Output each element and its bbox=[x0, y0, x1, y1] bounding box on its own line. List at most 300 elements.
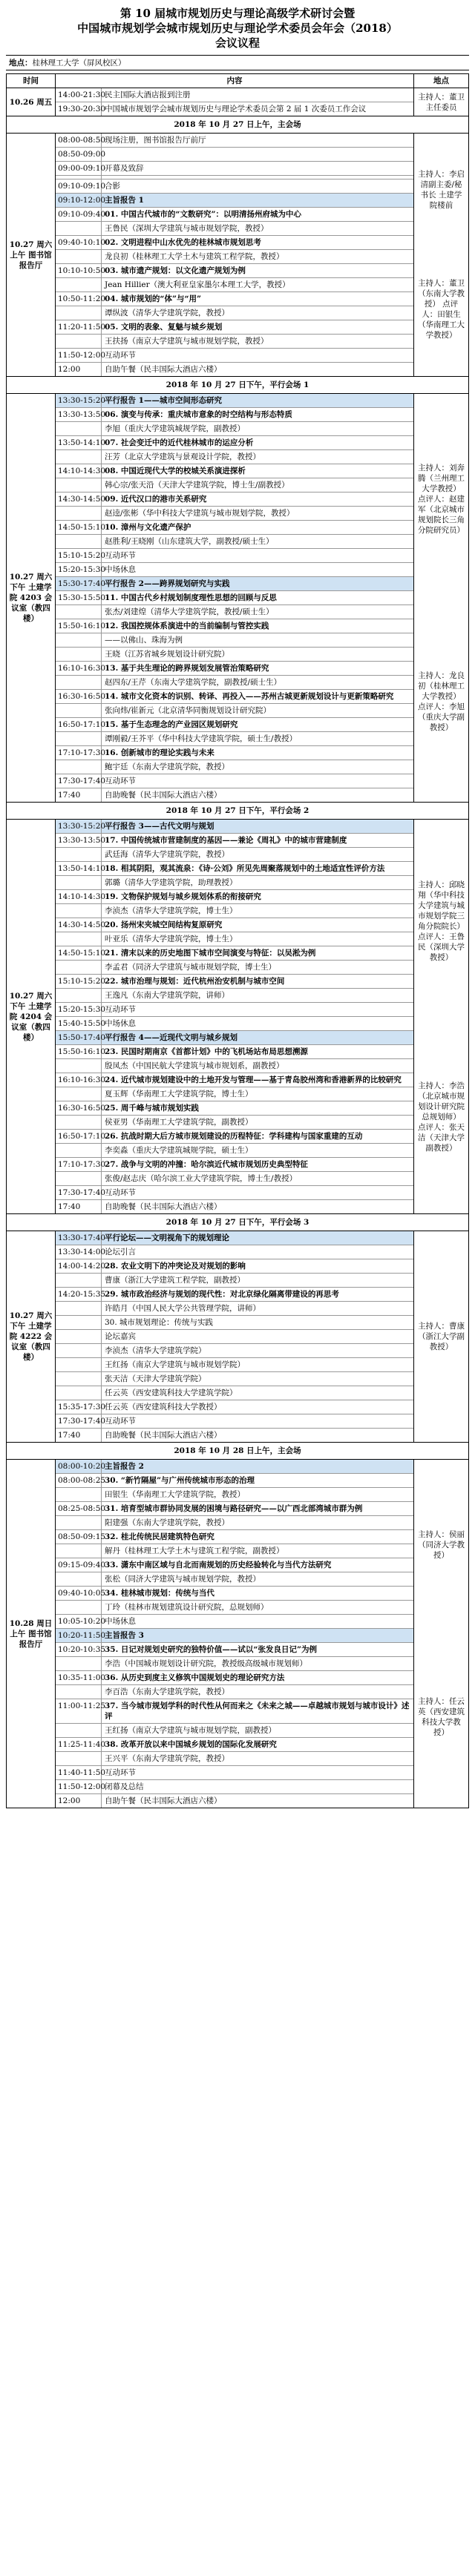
agenda-item bbox=[56, 1530, 413, 1544]
item-time: 12:00 bbox=[56, 1794, 102, 1808]
section-heading bbox=[56, 1031, 413, 1045]
item-text: 04. 城市规划的“体”与“用” bbox=[105, 294, 202, 303]
item-text: 08. 中国近现代大学的校城关系演进探析 bbox=[105, 467, 246, 475]
agenda-item bbox=[56, 918, 413, 932]
item-time bbox=[56, 633, 102, 647]
item-time bbox=[56, 450, 102, 464]
session-bar: 2018 年 10 月 28 日上午，主会场 bbox=[7, 1442, 468, 1459]
item-text: 主旨报告 2 bbox=[105, 1462, 144, 1471]
item-text: 王逸凡（东南大学建筑学院，讲师） bbox=[105, 991, 229, 1000]
agenda-item bbox=[56, 619, 413, 633]
item-time: 13:30-14:00 bbox=[56, 1245, 102, 1259]
item-time bbox=[56, 932, 102, 946]
agenda-item bbox=[56, 1116, 413, 1130]
item-time: 11:25-11:40 bbox=[56, 1738, 102, 1751]
item-time bbox=[56, 306, 102, 320]
agenda-item bbox=[56, 563, 413, 577]
item-time: 14:10-14:30 bbox=[56, 890, 102, 903]
item-text: 17. 中国传统城市营建制度的基因——兼论《周礼》中的城市营建制度 bbox=[105, 836, 347, 845]
item-text: 19. 文物保护规划与城乡规划体系的衔接研究 bbox=[105, 892, 261, 901]
agenda-item bbox=[56, 1259, 413, 1274]
item-text: 15. 基于生态理念的产业园区规划研究 bbox=[105, 720, 238, 729]
agenda-item bbox=[56, 732, 413, 746]
agenda-item bbox=[56, 1752, 413, 1766]
item-time: 14:00-14:20 bbox=[56, 1259, 102, 1273]
item-text: 05. 文明的表象、复魅与城乡规划 bbox=[105, 323, 223, 332]
agenda-item bbox=[56, 278, 413, 292]
item-text: 13. 基于共生理论的跨界规划发展管治策略研究 bbox=[105, 664, 269, 673]
item-text: 武廷海（清华大学建筑学院，教授） bbox=[105, 850, 229, 859]
item-time: 15:50-16:10 bbox=[56, 619, 102, 633]
header-content: 内容 bbox=[226, 76, 243, 85]
session-bar: 2018 年 10 月 27 日下午，平行会场 2 bbox=[7, 802, 468, 819]
agenda-item bbox=[56, 704, 413, 718]
item-text: 24. 近代城市规划建设中的土地开发与管理——基于青岛胶州湾和香港新界的比较研究 bbox=[105, 1075, 402, 1084]
item-time bbox=[56, 1372, 102, 1386]
agenda-item bbox=[56, 335, 413, 349]
item-time: 09:40-10:05 bbox=[56, 1587, 102, 1600]
session-row bbox=[7, 1231, 468, 1442]
item-time: 15:20-15:30 bbox=[56, 563, 102, 576]
item-time: 08:00-08:50 bbox=[56, 134, 102, 147]
item-time: 17:30-17:40 bbox=[56, 774, 102, 788]
table-header bbox=[7, 74, 468, 88]
agenda-item bbox=[56, 1245, 413, 1259]
session-row bbox=[7, 819, 468, 1213]
item-text: 平行报告 1——城市空间形态研究 bbox=[105, 396, 222, 405]
session-items bbox=[56, 394, 413, 802]
item-text: 互动环节 bbox=[105, 351, 136, 360]
day1-items bbox=[56, 88, 413, 116]
item-time bbox=[56, 278, 102, 291]
agenda-item bbox=[56, 1186, 413, 1200]
item-text: 侯亚男（华南理工大学建筑学院，副教授） bbox=[105, 1118, 253, 1127]
item-time: 10:50-11:20 bbox=[56, 292, 102, 306]
item-text: 36. 从历史到度主义修筑中国规划史的理论研究方法 bbox=[105, 1673, 285, 1682]
agenda-item bbox=[56, 648, 413, 662]
item-text: 35. 日记对规划史研究的独特价值——试以“张发良日记”为例 bbox=[105, 1645, 318, 1654]
agenda-item bbox=[56, 464, 413, 478]
day1-item bbox=[56, 102, 413, 116]
item-time: 11:50-12:00 bbox=[56, 349, 102, 362]
item-time bbox=[56, 1144, 102, 1157]
agenda-item bbox=[56, 236, 413, 250]
item-text: 解丹（桂林理工大学土木与建筑工程学院，副教授） bbox=[105, 1546, 284, 1555]
item-text: 赵逵/张彬（华中科技大学建筑与城市规划学院，教授） bbox=[105, 509, 295, 518]
agenda-item bbox=[56, 746, 413, 760]
item-time: 16:30-16:50 bbox=[56, 1101, 102, 1115]
item-text: 互动环节 bbox=[105, 777, 136, 785]
agenda-item bbox=[56, 1158, 413, 1172]
section-heading bbox=[56, 820, 413, 834]
item-text: 鲍宇廷（东南大学建筑学院，教授） bbox=[105, 762, 229, 771]
item-time: 17:40 bbox=[56, 1200, 102, 1213]
agenda-item bbox=[56, 1671, 413, 1685]
agenda-item bbox=[56, 1386, 413, 1400]
item-time bbox=[56, 535, 102, 548]
title-line-3: 会议议程 bbox=[214, 36, 260, 50]
agenda-item bbox=[56, 493, 413, 507]
item-time bbox=[56, 422, 102, 435]
agenda-item bbox=[56, 363, 413, 376]
agenda-item bbox=[56, 1274, 413, 1288]
day1-item bbox=[56, 88, 413, 102]
item-time: 11:20-11:50 bbox=[56, 320, 102, 334]
item-time: 12:00 bbox=[56, 363, 102, 376]
item-text: 丁玲（桂林市规划建筑设计研究院，总规划师） bbox=[105, 1603, 269, 1612]
agenda-item bbox=[56, 422, 413, 436]
item-text: 王鲁民（深圳大学建筑与城市规划学院，教授） bbox=[105, 224, 269, 233]
session-hosts bbox=[413, 1460, 468, 1808]
agenda-title bbox=[0, 0, 475, 50]
session-bar: 2018 年 10 月 27 日下午，平行会场 1 bbox=[7, 376, 468, 393]
item-time: 13:50-14:10 bbox=[56, 436, 102, 449]
item-time bbox=[56, 478, 102, 492]
item-text: 李浈杰（清华大学建筑学院） bbox=[105, 1346, 206, 1355]
item-time: 08:00-10:20 bbox=[56, 1460, 102, 1473]
item-time: 17:40 bbox=[56, 1429, 102, 1442]
item-time: 11:40-11:50 bbox=[56, 1766, 102, 1779]
session-date-place: 10.27 周六下午 土建学院 4203 会议室（教四楼） bbox=[7, 394, 56, 802]
item-time bbox=[56, 1724, 102, 1737]
block-host: 主持人：曹康（浙江大学副教授） bbox=[418, 1322, 465, 1351]
agenda-item bbox=[56, 1544, 413, 1558]
block-host: 主持人：邱晓翔（华中科技大学建筑与城市规划学院三角分院院长） 点评人：王鲁民（深圳大学教授） bbox=[418, 880, 465, 963]
item-time: 10:10-10:50 bbox=[56, 264, 102, 277]
block-host: 主持人：李浩（北京城市规划设计研究院总规划师） 点评人：张天洁（天津大学副教授） bbox=[418, 1081, 465, 1153]
agenda-item bbox=[56, 1101, 413, 1116]
item-text: 李浩（中国城市规划设计研究院，教授级高级城市规划师） bbox=[105, 1659, 307, 1668]
item-time: 15:40-15:50 bbox=[56, 1017, 102, 1030]
item-time: 08:00-08:25 bbox=[56, 1474, 102, 1487]
item-time: 09:10-09:40 bbox=[56, 208, 102, 221]
item-time bbox=[56, 1657, 102, 1670]
item-time bbox=[56, 1544, 102, 1558]
item-text: 平行论坛——文明视角下的规划理论 bbox=[105, 1233, 229, 1242]
item-time: 16:50-17:10 bbox=[56, 718, 102, 731]
item-time: 10:20-10:35 bbox=[56, 1643, 102, 1656]
item-time: 10:20-11:50 bbox=[56, 1629, 102, 1642]
item-text: 16. 创新城市的理论实践与未来 bbox=[105, 748, 214, 757]
item-time: 13:30-15:20 bbox=[56, 820, 102, 833]
item-text: 龙良初（桂林理工大学土木与建筑工程学院，教授） bbox=[105, 252, 284, 261]
agenda-item bbox=[56, 1302, 413, 1316]
agenda-item bbox=[56, 521, 413, 535]
item-text: 韩心宗/张天沿（天津大学建筑学院，博士生/副教授） bbox=[105, 481, 289, 490]
item-text bbox=[102, 176, 413, 179]
agenda-item bbox=[56, 834, 413, 848]
session-bar: 2018 年 10 月 27 日下午，平行会场 3 bbox=[7, 1213, 468, 1231]
item-time bbox=[56, 1330, 102, 1343]
item-text: 郭璐（清华大学建筑学院，助理教授） bbox=[105, 878, 238, 887]
agenda-item bbox=[56, 320, 413, 335]
agenda-item bbox=[56, 1794, 413, 1808]
agenda-item bbox=[56, 306, 413, 320]
item-time bbox=[56, 676, 102, 689]
agenda-item bbox=[56, 718, 413, 732]
agenda-item bbox=[56, 1724, 413, 1738]
agenda-item bbox=[56, 1587, 413, 1601]
item-text: 自助午餐（民丰国际大酒店六楼） bbox=[105, 1796, 222, 1805]
agenda-item bbox=[56, 848, 413, 862]
item-text: 王晓（江苏省城乡规划设计研究院） bbox=[105, 650, 229, 659]
section-heading bbox=[56, 394, 413, 408]
item-time: 09:10-12:00 bbox=[56, 194, 102, 207]
item-time bbox=[56, 961, 102, 974]
item-time bbox=[56, 1358, 102, 1371]
item-text: 09. 近代汉口的港市关系研究 bbox=[105, 495, 207, 504]
agenda-item bbox=[56, 890, 413, 904]
agenda-item bbox=[56, 1172, 413, 1186]
item-time bbox=[56, 732, 102, 745]
item-text: 谭纵波（清华大学建筑学院，教授） bbox=[105, 309, 229, 317]
agenda-item bbox=[56, 662, 413, 676]
section-heading bbox=[56, 1460, 413, 1474]
agenda-item bbox=[56, 788, 413, 802]
item-text: 张俊/赵志庆（哈尔滨工业大学建筑学院，博士生/教授） bbox=[105, 1174, 298, 1183]
item-text: 张天洁（天津大学建筑学院） bbox=[105, 1374, 206, 1383]
item-time bbox=[56, 1601, 102, 1614]
item-time bbox=[56, 507, 102, 520]
agenda-item bbox=[56, 1516, 413, 1530]
item-time: 15:30-15:50 bbox=[56, 591, 102, 605]
item-text: 28. 农业文明下的冲突论及对规划的影响 bbox=[105, 1262, 246, 1271]
agenda-item bbox=[56, 932, 413, 946]
item-text: 中国城市规划学会城市规划历史与理论学术委员会第 2 届 1 次委员工作会议 bbox=[105, 105, 367, 113]
item-time: 09:00-09:10 bbox=[56, 162, 102, 175]
agenda-item bbox=[56, 1738, 413, 1752]
session-row bbox=[7, 133, 468, 376]
section-heading bbox=[56, 577, 413, 591]
item-time: 13:30-15:20 bbox=[56, 394, 102, 407]
item-time bbox=[56, 1116, 102, 1129]
block-host: 主持人：龙良初（桂林理工大学教授） 点评人：李旭（重庆大学副教授） bbox=[418, 671, 465, 732]
title-line-1: 第 10 届城市规划历史与理论高级学术研讨会暨 bbox=[119, 7, 356, 20]
agenda-item bbox=[56, 975, 413, 989]
item-text: 李旭（重庆大学建筑城规学院，副教授） bbox=[105, 424, 245, 433]
agenda-item bbox=[56, 591, 413, 605]
sessions bbox=[7, 116, 468, 1808]
item-text: 中场休息 bbox=[105, 1617, 136, 1626]
item-time bbox=[56, 176, 102, 179]
agenda-item bbox=[56, 1200, 413, 1213]
item-text: 赵四东/王芹（东南大学建筑学院，副教授/硕士生） bbox=[105, 678, 282, 687]
item-text: 平行报告 4——近现代文明与城乡规划 bbox=[105, 1033, 238, 1042]
item-text: 赵胜利/王晓刚（山东建筑大学，副教授/硕士生） bbox=[105, 537, 274, 546]
item-text: 03. 城市遗产规划：以文化遗产规划为例 bbox=[105, 266, 246, 275]
session-items bbox=[56, 1231, 413, 1442]
item-time: 13:30-13:50 bbox=[56, 408, 102, 421]
block-host: 主持人：李启清副主委/秘书长 土建学院楼前 bbox=[418, 169, 465, 210]
item-text: 26. 抗战时期大后方城市规划建设的历程特征：学科建构与国家重建的互动 bbox=[105, 1132, 363, 1141]
title-line-2: 中国城市规划学会城市规划历史与理论学术委员会年会（2018） bbox=[77, 22, 398, 35]
item-text: 主旨报告 3 bbox=[105, 1631, 144, 1640]
item-time bbox=[56, 1316, 102, 1329]
agenda-item bbox=[56, 179, 413, 194]
item-text: 曹康（浙江大学建筑工程学院，副教授） bbox=[105, 1276, 245, 1285]
item-text: 任云英（西安建筑科技大学教授） bbox=[105, 1403, 222, 1411]
item-time bbox=[56, 1488, 102, 1501]
item-time bbox=[56, 848, 102, 861]
agenda-item bbox=[56, 1558, 413, 1572]
agenda-item bbox=[56, 408, 413, 422]
agenda-item bbox=[56, 1372, 413, 1386]
agenda-item bbox=[56, 148, 413, 162]
item-text: 田银生（华南理工大学建筑学院，教授） bbox=[105, 1490, 245, 1499]
agenda-item bbox=[56, 961, 413, 975]
venue-label: 地点： bbox=[9, 59, 33, 67]
session-row bbox=[7, 1459, 468, 1808]
item-time: 13:30-17:40 bbox=[56, 1231, 102, 1245]
session-hosts bbox=[413, 394, 468, 802]
item-text: 夏玉辉（华南理工大学建筑学院，博士生） bbox=[105, 1090, 253, 1098]
agenda-item bbox=[56, 1699, 413, 1724]
agenda-item bbox=[56, 1685, 413, 1699]
item-time bbox=[56, 876, 102, 889]
block-host: 主持人：侯丽（同济大学教授） bbox=[418, 1529, 465, 1560]
section-heading bbox=[56, 1629, 413, 1643]
item-time: 15:30-17:40 bbox=[56, 577, 102, 590]
agenda-item bbox=[56, 1502, 413, 1516]
item-time: 15:10-15:20 bbox=[56, 975, 102, 988]
item-text: 王红扬（南京大学建筑与城市规划学院，副教授） bbox=[105, 1726, 276, 1735]
item-time: 09:15-09:40 bbox=[56, 1558, 102, 1572]
item-text: 34. 桂林城市规划：传统与当代 bbox=[105, 1589, 214, 1598]
item-text: 互动环节 bbox=[105, 1417, 136, 1426]
agenda-item bbox=[56, 1414, 413, 1429]
item-text: 李百浩（东南大学建筑学院，教授） bbox=[105, 1687, 229, 1696]
agenda-item bbox=[56, 1474, 413, 1488]
item-text: 中场休息 bbox=[105, 565, 136, 574]
header-time: 时间 bbox=[7, 74, 56, 88]
item-time bbox=[56, 1386, 102, 1400]
item-text: 11. 中国古代乡村规划制度理性思想的回顾与反思 bbox=[105, 593, 277, 602]
item-time: 17:30-17:40 bbox=[56, 1186, 102, 1199]
agenda-item bbox=[56, 862, 413, 876]
agenda-item bbox=[56, 1059, 413, 1073]
item-text: 王扶扬（南京大学建筑与城市规划学院，教授） bbox=[105, 337, 269, 346]
item-text: 20. 扬州宋夹城空间结构复原研究 bbox=[105, 920, 223, 929]
session-hosts bbox=[413, 820, 468, 1213]
session-date-place: 10.27 周六上午 图书馆报告厅 bbox=[7, 134, 56, 376]
item-text: 21. 清末以来的历史地图下城市空间演变与特征：以吴淞为例 bbox=[105, 949, 316, 958]
item-text: 叶亚乐（清华大学建筑学院，博士生） bbox=[105, 935, 238, 943]
item-text: 29. 城市政治经济与规划的现代性：对北京绿化隔离带建设的再思考 bbox=[105, 1290, 339, 1299]
item-text: 33. 潇东中南区域与自北而南规划的历史经验转化与当代方法研究 bbox=[105, 1561, 332, 1569]
item-text: 汪芳（北京大学建筑与景观设计学院，教授） bbox=[105, 452, 261, 461]
item-text: 王红扬（南京大学建筑与城市规划学院） bbox=[105, 1360, 245, 1369]
item-time: 14:30-14:50 bbox=[56, 493, 102, 506]
agenda-item bbox=[56, 292, 413, 306]
item-text: 31. 培育型城市群协同发展的困境与路径研究——以广西北部湾城市群为例 bbox=[105, 1504, 363, 1513]
item-text: 任云英（西安建筑科技大学建筑学院） bbox=[105, 1389, 238, 1397]
agenda-item bbox=[56, 1144, 413, 1158]
item-time: 15:10-15:20 bbox=[56, 549, 102, 562]
item-text: 李孟君（同济大学建筑与城市规划学院，博士生） bbox=[105, 963, 276, 972]
venue-line bbox=[6, 55, 469, 70]
item-text: 02. 文明进程中山水优先的桂林城市规划思考 bbox=[105, 238, 261, 247]
item-text: 李奕淼（重庆大学建筑城规学院，硕士生） bbox=[105, 1146, 253, 1155]
item-time bbox=[56, 1516, 102, 1529]
agenda-item bbox=[56, 760, 413, 774]
agenda-item bbox=[56, 208, 413, 222]
agenda-item bbox=[56, 1087, 413, 1101]
agenda-item bbox=[56, 535, 413, 549]
item-text: 李浈杰（清华大学建筑学院，博士生） bbox=[105, 906, 238, 915]
agenda-item bbox=[56, 1488, 413, 1502]
item-text: 18. 相其阴阳，观其流泉：《诗·公刘》所见先周聚落规划中的土地适宜性评价方法 bbox=[105, 864, 385, 873]
day1-place bbox=[413, 88, 468, 116]
item-time bbox=[56, 1572, 102, 1586]
item-text: 许皓月（中国人民大学公共管理学院，讲师） bbox=[105, 1304, 261, 1313]
agenda-item bbox=[56, 1572, 413, 1587]
item-text: 自助午餐（民丰国际大酒店六楼） bbox=[105, 365, 222, 374]
item-text: 23. 民国时期南京《首都计划》中的飞机场站布局思想溯源 bbox=[105, 1047, 308, 1056]
item-time bbox=[56, 1087, 102, 1101]
item-time: 14:50-15:10 bbox=[56, 946, 102, 960]
item-time bbox=[56, 1685, 102, 1699]
item-text bbox=[102, 148, 413, 161]
day1-host: 主持人：董卫 主任委员 bbox=[418, 92, 465, 112]
item-text: 37. 当今城市规划学科的时代性从何而来之《未来之城——卓越城市规划与城市设计》述评 bbox=[105, 1702, 410, 1721]
agenda-item bbox=[56, 1358, 413, 1372]
agenda-item bbox=[56, 1643, 413, 1657]
item-text: 平行报告 2——跨界规划研究与实践 bbox=[105, 579, 230, 588]
agenda-item bbox=[56, 349, 413, 363]
item-text: 32. 桂北传统民居建筑特色研究 bbox=[105, 1532, 214, 1541]
item-text: 自助晚餐（民丰国际大酒店六楼） bbox=[105, 1431, 222, 1440]
item-time bbox=[56, 605, 102, 619]
item-time: 11:50-12:00 bbox=[56, 1780, 102, 1793]
agenda-item bbox=[56, 1400, 413, 1414]
item-text: 22. 城市治理与规划：近代杭州治安机制与城市空间 bbox=[105, 977, 285, 986]
item-text: 自助晚餐（民丰国际大酒店六楼） bbox=[105, 791, 222, 800]
block-host: 主持人：刘奔腾（兰州理工大学教授） 点评人：赵建军（北京城市规划院长三角分院研究员） bbox=[418, 464, 465, 535]
item-text: 王兴平（东南大学建筑学院，教授） bbox=[105, 1754, 229, 1763]
session-date-place: 10.27 周六下午 土建学院 4204 会议室（教四楼） bbox=[7, 820, 56, 1213]
item-time bbox=[56, 1172, 102, 1185]
agenda-item bbox=[56, 1017, 413, 1031]
item-time bbox=[56, 1274, 102, 1287]
item-time: 14:50-15:10 bbox=[56, 521, 102, 534]
item-text: 互动环节 bbox=[105, 1768, 136, 1777]
agenda-item bbox=[56, 450, 413, 464]
agenda-item bbox=[56, 1601, 413, 1615]
session-date-place: 10.27 周六下午 土建学院 4222 会议室（教四楼） bbox=[7, 1231, 56, 1442]
agenda-item bbox=[56, 250, 413, 264]
item-text: 30. “新竹隔屋”与广州传统城市形态的治理 bbox=[105, 1476, 255, 1485]
agenda-item bbox=[56, 264, 413, 278]
section-heading bbox=[56, 194, 413, 208]
item-text: 闭幕及总结 bbox=[105, 1782, 144, 1791]
session-date-place: 10.28 周日上午 图书馆报告厅 bbox=[7, 1460, 56, 1808]
agenda-item bbox=[56, 1045, 413, 1059]
item-text: ——以佛山、珠海为例 bbox=[105, 636, 183, 645]
item-time bbox=[56, 760, 102, 774]
item-time: 10:05-10:20 bbox=[56, 1615, 102, 1628]
item-text: 张松（同济大学建筑与城市规划学院，教授） bbox=[105, 1575, 261, 1584]
item-text: 互动环节 bbox=[105, 551, 136, 560]
agenda-item bbox=[56, 1130, 413, 1144]
session-row bbox=[7, 393, 468, 802]
item-time: 13:30-13:50 bbox=[56, 834, 102, 847]
agenda-item bbox=[56, 1316, 413, 1330]
item-time bbox=[56, 335, 102, 348]
item-time: 19:30-20:30 bbox=[56, 102, 102, 116]
session-bar: 2018 年 10 月 27 日上午，主会场 bbox=[7, 116, 468, 133]
item-time bbox=[56, 222, 102, 235]
header-place: 地点 bbox=[413, 74, 468, 88]
